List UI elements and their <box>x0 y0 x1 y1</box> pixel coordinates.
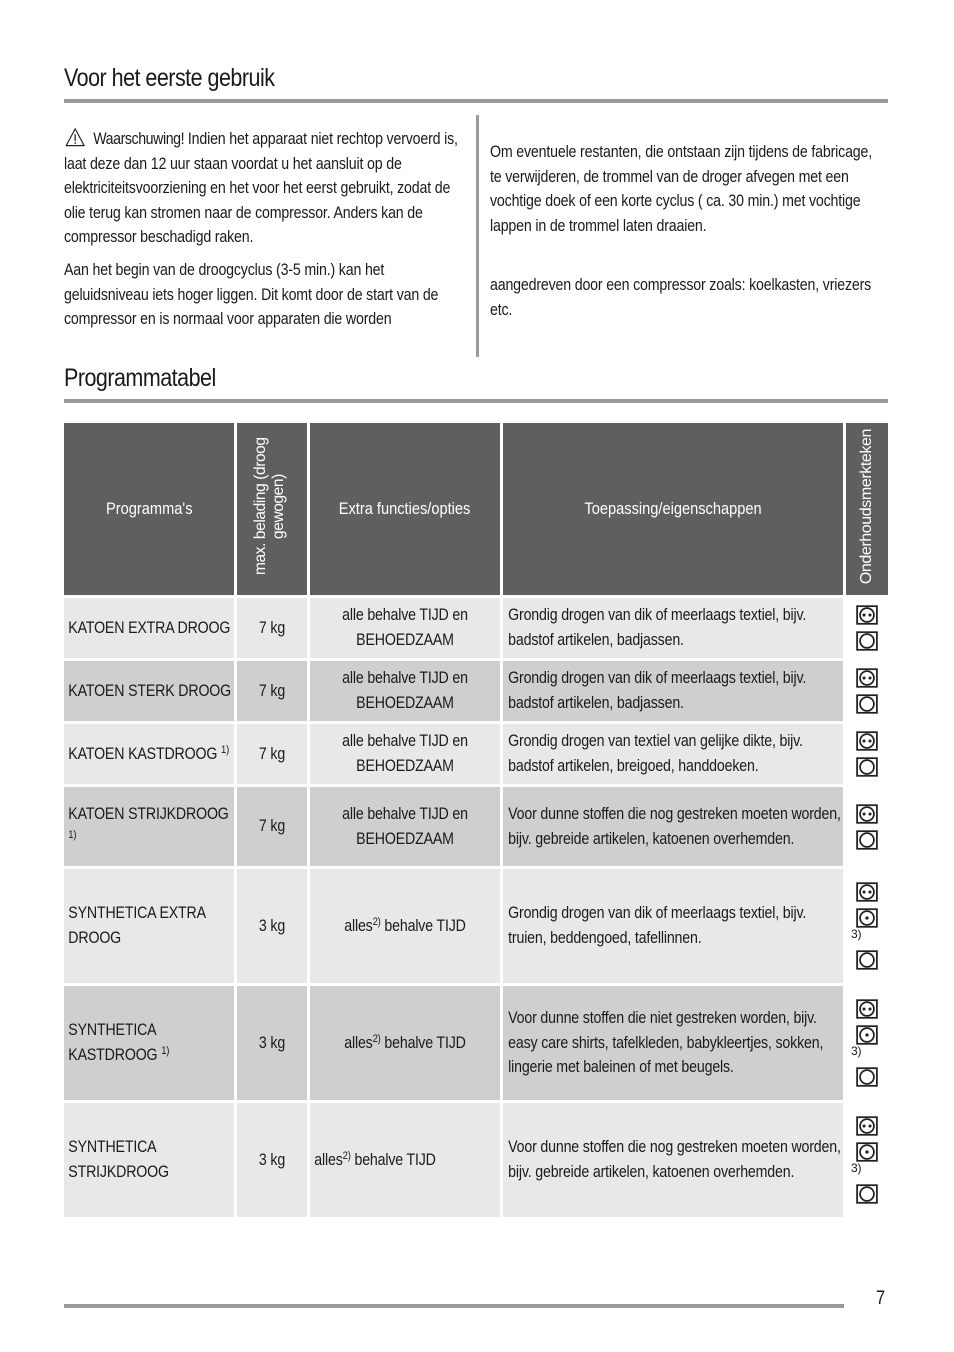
program-use: Voor dunne stoffen die niet gestreken worden, bijv. easy care shirts, tafelkleden, babykleertjes, sokken, lingerie met baleinen of met beugels. <box>503 986 846 1103</box>
tumble-dry-icon <box>856 631 878 651</box>
program-load: 7 kg <box>237 724 310 787</box>
tumble-dry-icon <box>856 757 878 777</box>
care-footnote: 3) <box>851 1161 862 1175</box>
program-name: SYNTHETICA STRIJKDROOG <box>64 1103 237 1220</box>
program-use: Voor dunne stoffen die nog gestreken moeten worden, bijv. gebreide artikelen, katoenen overhemden. <box>503 1103 846 1220</box>
program-name: KATOEN STERK DROOG <box>64 661 237 724</box>
program-extra: alle behalve TIJD en BEHOEDZAAM <box>310 661 503 724</box>
header-care: Onderhoudsmerkteken <box>846 423 888 598</box>
table-row <box>64 598 888 661</box>
section-rule <box>64 99 888 103</box>
care-symbols <box>846 724 888 787</box>
table-row <box>64 986 888 1103</box>
program-use: Grondig drogen van dik of meerlaags textiel, bijv. badstof artikelen, badjassen. <box>503 661 846 724</box>
column-divider <box>476 115 479 357</box>
header-load: max. belading (droog gewogen) <box>237 423 310 598</box>
warning-text: Indien het apparaat niet rechtop vervoerd is, laat deze dan 12 uur staan voordat u het aansluit op de elektriciteitsvoorziening en het voor het eerst gebruikt, zodat de olie terug kan stromen naar de compressor. Anders kan de compressor beschadigd raken. <box>64 130 458 247</box>
tumble-dry-normal-icon <box>856 804 878 824</box>
cleaning-paragraph: Om eventuele restanten, die ontstaan zijn tijdens de fabricage, te verwijderen, de trommel van de droger afvegen met een vochtige doek of een korte cyclus ( ca. 30 min.) met vochtige lappen in de trommel laten draaien. <box>490 143 873 235</box>
section-rule <box>64 399 888 403</box>
tumble-dry-normal-icon <box>856 605 878 625</box>
care-footnote: 3) <box>851 1044 862 1058</box>
program-name: SYNTHETICA EXTRA DROOG <box>64 869 237 986</box>
tumble-dry-normal-icon <box>856 999 878 1019</box>
program-name: SYNTHETICA KASTDROOG $^{1)}$ <box>64 986 237 1103</box>
program-use: Voor dunne stoffen die nog gestreken moeten worden, bijv. gebreide artikelen, katoenen overhemden. <box>503 787 846 869</box>
program-extra: alle behalve TIJD en BEHOEDZAAM <box>310 787 503 869</box>
table-row <box>64 787 888 869</box>
tumble-dry-icon <box>856 950 878 970</box>
program-name: KATOEN STRIJKDROOG $^{1)}$ <box>64 787 237 869</box>
program-use: Grondig drogen van dik of meerlaags textiel, bijv. truien, beddengoed, tafellinnen. <box>503 869 846 986</box>
tumble-dry-normal-icon <box>856 731 878 751</box>
header-extra: Extra functies/opties <box>310 423 503 598</box>
tumble-dry-normal-icon <box>856 668 878 688</box>
table-row <box>64 661 888 724</box>
tumble-dry-low-icon <box>856 1142 878 1162</box>
warning-triangle-icon <box>64 127 86 147</box>
section-title-first-use: Voor het eerste gebruik <box>64 64 275 92</box>
program-load: 7 kg <box>237 598 310 661</box>
warning-label: Waarschuwing! <box>93 130 185 148</box>
page-number: 7 <box>876 1288 886 1309</box>
care-symbols <box>846 1103 888 1220</box>
left-column <box>64 127 464 332</box>
tumble-dry-icon <box>856 830 878 850</box>
program-use: Grondig drogen van textiel van gelijke dikte, bijv. badstof artikelen, breigoed, handdoeken. <box>503 724 846 787</box>
program-extra: alle behalve TIJD en BEHOEDZAAM <box>310 598 503 661</box>
program-extra: alles$^{2)}$ behalve TIJD <box>310 869 503 986</box>
program-load: 7 kg <box>237 787 310 869</box>
section-title-program-table: Programmatabel <box>64 364 216 392</box>
tumble-dry-low-icon <box>856 1025 878 1045</box>
tumble-dry-normal-icon <box>856 1116 878 1136</box>
header-use: Toepassing/eigenschappen <box>503 423 846 598</box>
program-extra: alle behalve TIJD en BEHOEDZAAM <box>310 724 503 787</box>
program-load: 3 kg <box>237 1103 310 1220</box>
program-load: 7 kg <box>237 661 310 724</box>
table-row <box>64 869 888 986</box>
warning-paragraph <box>64 127 464 250</box>
header-program: Programma's <box>64 423 237 598</box>
tumble-dry-icon <box>856 1184 878 1204</box>
care-symbols <box>846 598 888 661</box>
tumble-dry-normal-icon <box>856 882 878 902</box>
program-name: KATOEN KASTDROOG $^{1)}$ <box>64 724 237 787</box>
care-symbols <box>846 787 888 869</box>
footer-rule <box>64 1304 844 1308</box>
program-load: 3 kg <box>237 986 310 1103</box>
program-table <box>64 423 888 1220</box>
compressor-continuation: aangedreven door een compressor zoals: koelkasten, vriezers etc. <box>490 276 872 319</box>
tumble-dry-icon <box>856 1067 878 1087</box>
care-symbols <box>846 869 888 986</box>
program-load: 3 kg <box>237 869 310 986</box>
care-symbols <box>846 986 888 1103</box>
program-extra: alles$^{2)}$ behalve TIJD <box>310 1103 503 1220</box>
program-use: Grondig drogen van dik of meerlaags textiel, bijv. badstof artikelen, badjassen. <box>503 598 846 661</box>
tumble-dry-icon <box>856 694 878 714</box>
program-extra: alles$^{2)}$ behalve TIJD <box>310 986 503 1103</box>
tumble-dry-low-icon <box>856 908 878 928</box>
care-footnote: 3) <box>851 927 862 941</box>
right-column <box>490 140 888 323</box>
noise-paragraph: Aan het begin van de droogcyclus (3-5 min.) kan het geluidsniveau iets hoger liggen. Dit komt door de start van de compressor en is normaal voor apparaten die worden <box>64 260 439 329</box>
care-symbols <box>846 661 888 724</box>
program-name: KATOEN EXTRA DROOG <box>64 598 237 661</box>
table-row <box>64 724 888 787</box>
table-row <box>64 1103 888 1220</box>
